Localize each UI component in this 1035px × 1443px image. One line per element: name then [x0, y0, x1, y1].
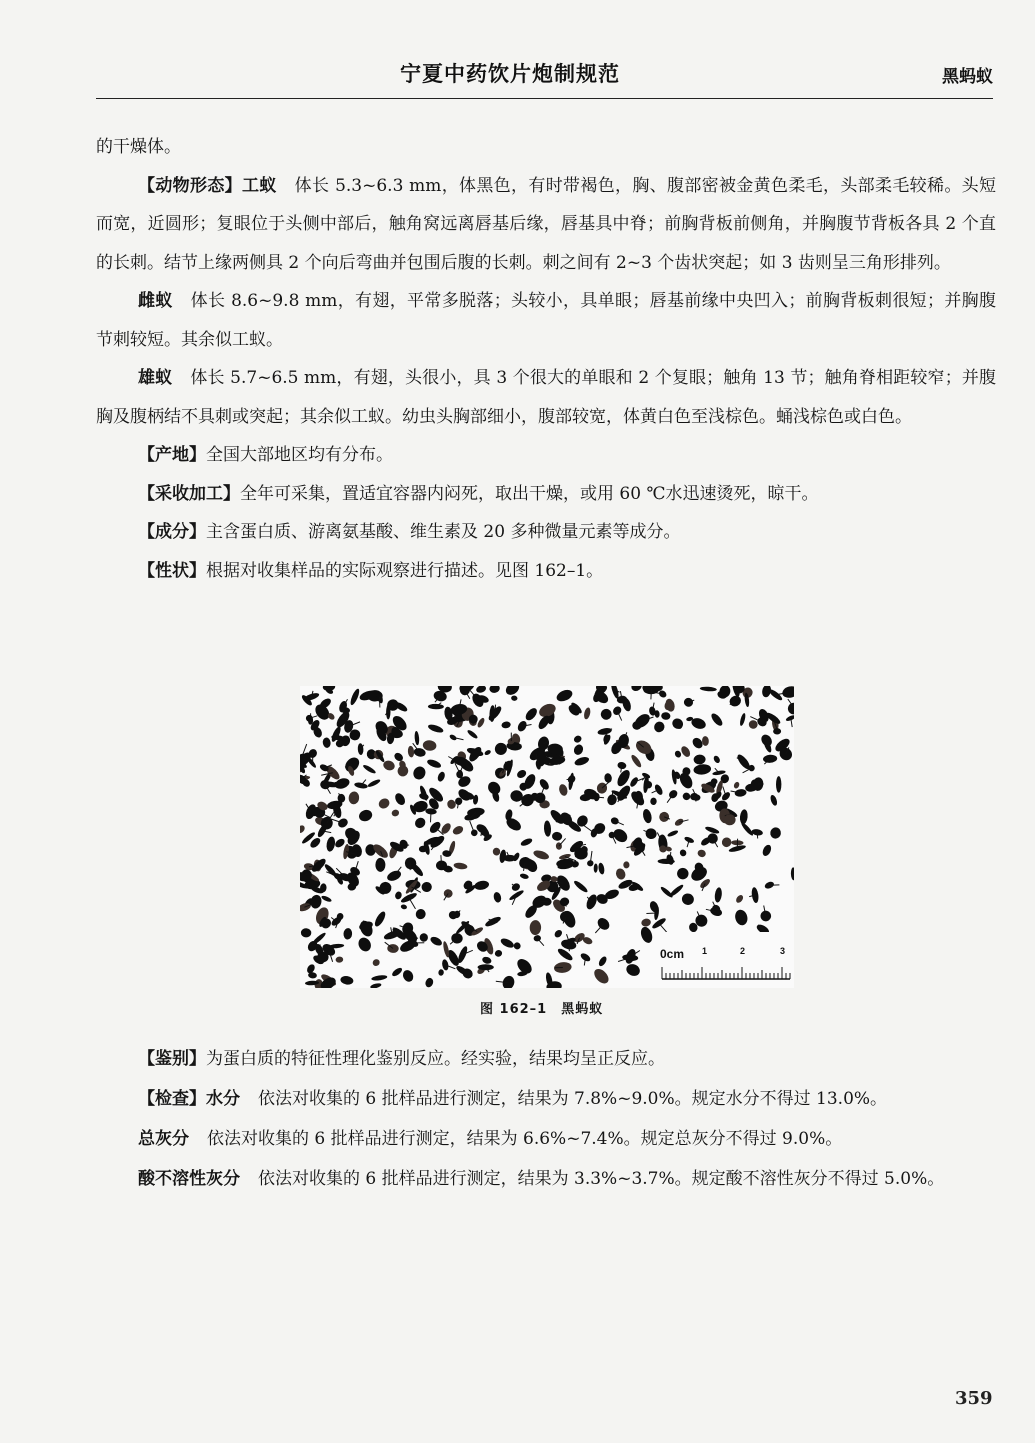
paragraph-acid-insoluble-ash [96, 1159, 996, 1199]
section-label-processing: 【采收加工】 [138, 483, 240, 504]
page-header [0, 0, 1035, 104]
paragraph-morphology [96, 167, 996, 283]
subhead-acid-insoluble-ash: 酸不溶性灰分 [138, 1169, 240, 1189]
paragraph-male [96, 359, 996, 436]
paragraph-total-ash [96, 1119, 996, 1159]
main-text-continued [96, 1039, 996, 1199]
figure-black-ant-photo [300, 686, 794, 988]
paragraph-processing [96, 475, 996, 514]
paragraph-continuation: 的干燥体。 [96, 137, 181, 157]
section-label-identification: 【鉴别】 [138, 1049, 206, 1069]
text-male: 体长 5.7~6.5 mm，有翅，头很小，具 3 个很大的单眼和 2 个复眼；触角 13 节；触角脊相距较窄；并腹胸及腹柄结不具刺或突起；其余似工蚁。幼虫头胸部细小，腹部较宽，体黄白色至浅棕色。蛹浅棕色或白色。 [96, 368, 996, 427]
subhead-total-ash: 总灰分 [138, 1129, 189, 1149]
page-number: 359 [955, 1388, 993, 1409]
text-acid-insoluble-ash: 依法对收集的 6 批样品进行测定，结果为 3.3%~3.7%。规定酸不溶性灰分不得过 5.0%。 [258, 1169, 945, 1189]
scale-label-2: 2 [740, 946, 746, 956]
paragraph-origin [96, 436, 996, 475]
section-label-inspection: 【检查】 [138, 1089, 206, 1109]
paragraph-characters [96, 552, 996, 591]
text-identification: 为蛋白质的特征性理化鉴别反应。经实验，结果均呈正反应。 [206, 1049, 665, 1069]
paragraph-female [96, 282, 996, 359]
subhead-moisture: 水分 [206, 1089, 240, 1109]
scale-label-3: 3 [780, 946, 786, 956]
paragraph-identification [96, 1039, 996, 1079]
header-rule [96, 98, 993, 99]
specimen-photo [300, 686, 794, 988]
section-label-components: 【成分】 [138, 522, 206, 542]
main-text [96, 128, 996, 590]
text-total-ash: 依法对收集的 6 批样品进行测定，结果为 6.6%~7.4%。规定总灰分不得过 9.0%。 [207, 1129, 843, 1149]
subhead-worker: 工蚁 [242, 175, 277, 196]
figure-caption [480, 998, 603, 1017]
text-processing: 全年可采集，置适宜容器内闷死，取出干燥，或用 60 ℃水迅速烫死，晾干。 [240, 483, 819, 504]
text-female: 体长 8.6~9.8 mm，有翅，平常多脱落；头较小，具单眼；唇基前缘中央凹入；前胸背板刺很短；并胸腹节刺较短。其余似工蚁。 [96, 291, 996, 350]
running-title: 宁夏中药饮片炮制规范 [400, 62, 620, 86]
figure-title: 黑蚂蚁 [561, 1002, 604, 1017]
figure-number: 图 162–1 [480, 1002, 548, 1017]
paragraph-moisture [96, 1079, 996, 1119]
scale-unit-label: 0cm [660, 947, 685, 961]
text-origin: 全国大部地区均有分布。 [206, 445, 393, 465]
section-label-morphology: 【动物形态】 [138, 175, 242, 196]
subhead-male: 雄蚁 [138, 368, 173, 388]
text-characters: 根据对收集样品的实际观察进行描述。见图 162–1。 [206, 560, 604, 581]
scale-label-1: 1 [702, 946, 708, 956]
section-label-origin: 【产地】 [138, 445, 206, 465]
paragraph-components [96, 513, 996, 552]
subhead-female: 雌蚁 [138, 291, 173, 311]
text-moisture: 依法对收集的 6 批样品进行测定，结果为 7.8%~9.0%。规定水分不得过 13.0%。 [258, 1089, 888, 1109]
section-tag: 黑蚂蚁 [942, 67, 993, 87]
scale-bar [657, 932, 793, 979]
text-worker: 体长 5.3~6.3 mm，体黑色，有时带褐色，胸、腹部密被金黄色柔毛，头部柔毛较稀。头短而宽，近圆形；复眼位于头侧中部后，触角窝远离唇基后缘，唇基具中脊；前胸背板前侧角，并胸腹节背板各具 2 个直的长刺。结节上缘两侧具 2 个向后弯曲并包围后腹的长刺。刺之间有 2~3 个齿状突起；如 3 齿则呈三角形排列。 [96, 175, 996, 273]
text-components: 主含蛋白质、游离氨基酸、维生素及 20 多种微量元素等成分。 [206, 522, 681, 542]
section-label-characters: 【性状】 [138, 560, 206, 581]
